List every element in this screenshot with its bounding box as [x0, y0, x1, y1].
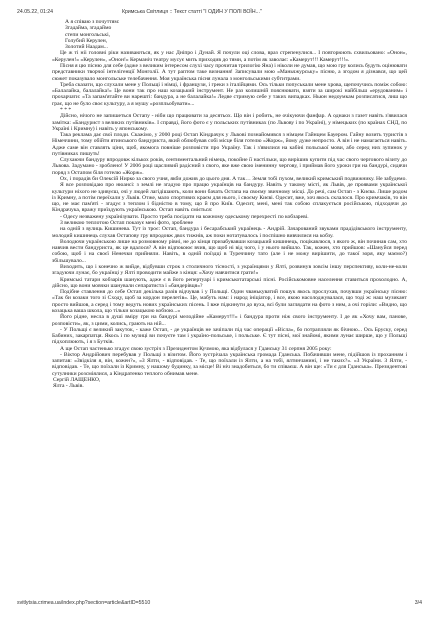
paragraph: З великою теплотою Остап показує мені фото, зроблене [60, 220, 194, 226]
paragraph: А ще Остап частенько згадує свою зустріч з Президентом Кучмою, яка відбулася у Гданську 31 серпня 2005 року: [60, 345, 332, 352]
paragraph: Треба сказати, що слухали мене у Польщі і німці, і французи, і греки з італійцями. Ось тільки попуськали мене хрова, щепочучись поміж собою: «Балалайка, балалайка!» Це вони так про наш козацький інструмент. Не раз колишній пояснювати, взяти за широкі найбільш «ерудованим» і прохарчати: «Та запам'ятайте ви нарешті: бандура, а не балалайка!» Ледве стримую себе у таких випадках. Ньюн недоумкам розписатися, лиш що грає, що не було своє культуру, а я мушу «розпльобувати»... [52, 81, 407, 107]
page-footer [17, 600, 422, 610]
paragraph: - У Польщі є великий закуток, - каже Остап, - де українців не зачіпали під час операції «Вісла», бо потрапляли як бічною... Ось Бруску, серед Бабиних, закарпатця. Якось і по музиці ви почуєте там і україно-польське, і польське. Є тут пісні, мої знайомі, якими лунає ширше, що у Польщі підхоплюють, і я з Бутків. [52, 326, 407, 346]
author-location: Ялта - Львів. [53, 383, 84, 390]
poem-line: Згадайма, згадаймо [65, 25, 112, 32]
poem-line: А я співаю з почуттям: [65, 19, 120, 25]
paragraph: Кримські татари кобзарів шанують, адже є в його репертуарі і кримськотатарські пісні. Російськомовне населення ставиться прохолодно. А, дійсно, що вони мовчки шанували сепаратиста і «бандерівця»? [52, 276, 407, 289]
article-body [52, 19, 407, 390]
paragraph: Ох, і порадів би Олексій Нирко за свого учня, якби дожив до цього дня. А так… Земля тобі пухом, великий кримський подвижнику. Не забудемо. [60, 176, 407, 183]
paragraph: Пісня я цю пісню для себе (адже з великим інтересом слухі часу прочитав трилогію Яна) і ніколи не думав, що мою гру колись будуть оцінювати представники творчої інтелігенції Монголії. А тут раптом таке визнання! Записували мою «Маньчжурську» пісню, а згодом я дізнався, що цей сюжет показувало монгольське телебачення. Моя українська пісня лунала з монгольськими субтитрами. [52, 62, 407, 82]
paragraph: Така реклама дає свої плоди. Скажімо, у 2000 році Остап Кіндрачук у Львові познайомився з німцем Гайнцем Бауером. Гайну возить туристів з Німеччини, тому обійти ятинського бандуриста, який облюбував собі місце біля готелю «Жорж», йому дуже непросто. А він і не намагається навіть. Адже саме він ставлять ціни, щоб, якомога повніше розповісти про Україну. Так і з'явилися на кабіні польської мови, або серед них зупинок у путівниках пишуть! [52, 132, 407, 157]
paragraph: Це ж ті ніі головні ріки називаються, як у нас Дніпро і Дунай. Я почули оці слова, враз стрепенулися... І повторюють схвильовано: «Онон», «Керулен!» «Керулен», «Онон!» Керманіч театру мусує мить приходив до тями, а потім як заволає: «Камерут!!! Камерут!!!». [52, 50, 407, 63]
paragraph: - Одесу незважену українізувати. Просто треба посідати на кожному одеському перехресті по кобзареві. [60, 213, 309, 220]
section-separator: * * * [60, 106, 72, 113]
paragraph: - Віктор Андрійович перебував у Польщі з візитом. Його зустрічала українська громада Гданська. Побачивши мене, підійшов із проханням і запитав: «Звідкіля я, він, кожен?», «З Ялти, - відповідав. - Те, що поїхали із Ялти, а на тобі, ялтинчанині, і не таких?». «З України. З Ялти, - відповідав. - Те, що поїхали із Кримну, у нашому будинку, за місце! Ві ніч знадобиться, бо ти співаєш. А він ще: «Ти є для Гданська». Президентові сутулники розсміялися, а Кіндратенко теплого обнимав мене. [52, 351, 407, 377]
author-signature: Сергій ЛАЩЕНКО, [53, 377, 101, 384]
page-header [17, 9, 422, 19]
poem-line: Голубий Керулен, [65, 37, 108, 44]
paragraph: Я все розповідаю про нюансі: з землі не згадую про працю українців на бандуру. Навіть у такому місті, як Львів, де проявами української культури ніхого не здивуєш, очі у людей лагідішають, коли вони бачать Остапа на своєму звичному місці. До речі, сам Остап - з Києва. Лише родом із Кримну, а потім переїхали у Львів. Отже, мало спортивих краєм для нього, і своєму Києві. Одесит, вже, хоч якось склалося. Про кримчаків, то він що, не має пам'яті - згадує з теплом і бідністю в тому, що й про Київ. Одесит, мені, мені так собою сплакується російською, підходячи до Кіндрачука, вражу приїздують українською. Остап навіть сміється: [52, 182, 407, 214]
page-number: 3/4 [414, 600, 422, 606]
page-title: Кримська Світлиця :: Текст статті "І ОДИН У ПОЛІ ВОЇН..." [122, 9, 262, 15]
print-timestamp: 24.05.22, 01:24 [17, 9, 54, 15]
poem-line: Золотий Наадам... [65, 44, 108, 51]
paragraph: Подібне ставлення до себе Остап декілька разів відчував і у Польщі. Один чванькуватий пошук якось прослухав, почувши українську пісню: «Так би козаки того зі Сходу, щоб за кордон перелетів». Це, мабуть нам: і народ ініціатор, і все, якою насолоджувалася, що тоді ж: наш музикант просто вийшов, а серед і тому ведуть нових українських пісень. І вже підкинути до вуха, всі були заглядати на фото з ним, а очі горіли: «Видно, що козацька ваша школа, що тільки козацькою кобзою...» [52, 289, 407, 314]
paragraph: Дійсно, нічого не запишеться Остапу - ніби що працювати за десятьох. Що він і робить, не очікуючи фанфар. А однаки з газет навіть з'явилася замітка: «Бандурист з великих путівників». І справді, його фото є у польських путівниках (по Львову і по Україні), у німецьких (по країнах СНД, по Україні і Кримну) і навіть у японському. [52, 113, 407, 132]
poem-block [52, 19, 407, 50]
paragraph: Його рідне, несла в душі вміру гри на бандурі мелодійне «Камерут!!!» і бандура проти ніж свого інструменту. І де як «Хочу вам, панове, розповісти», як, з цими, колись, грають на ній... [52, 314, 407, 327]
poem-line: степи монгольські, [65, 31, 111, 38]
paragraph: Слухаючи бандуру впродовж кількох років, сентиментальний німець, покойне її настільки, що вирішив купити під час свого чергового візиту до Львова. Задумано - зроблено! У 2006 році щасливий радісний з свого, яке вже свою іменинну чергову, і приймав його уроки гри на бандурі, сидячи поряд з Остапом біля готелю «Жорж». [52, 157, 407, 176]
paragraph: Виходить, що і конечно ж вийде, відбувши строк з столичного тісності, з українцями у Ялті, розвинув зовсім іншу перспективу, коли-не-коли згадуючи лунає, бо українці у Ялті проводити майже з кінця: «Хочу навчитися грати!» [52, 263, 407, 277]
paragraph: на одній з вулиць Кишинева. Тут із троє: Остап, бандура і бесарабський українець - Андрій. Зачарований звуками прадідівського інструменту, молодий кишинець слухав Остапову гру впродовж двох тижнів, аж поки нотатувалось і поспішно вивчилися на кобзу. [52, 226, 407, 239]
paragraph: Володючи українською лише на розмовному рівні, не до кінця призабувавши козацький кишинець, поцікавлюся, з якого ж, він починав сам, хто навчив вести бандуриста, як це вдалося? А він відпокоює вчив, що щоб ні від чого, і у нього вийшло. Так, кожен, хто прийшов: «Шануйся перед собою, щоб і на своєї Ненечки прийняли. Навіть, в одній поїздці в Туреччину тато (але і не можу вирішити, до такої зоря, яку маємо?) збільшувало... [52, 238, 407, 264]
page-url[interactable]: svitlytsia.crimea.ua/index.php?section=article&artID=5510 [17, 600, 151, 606]
